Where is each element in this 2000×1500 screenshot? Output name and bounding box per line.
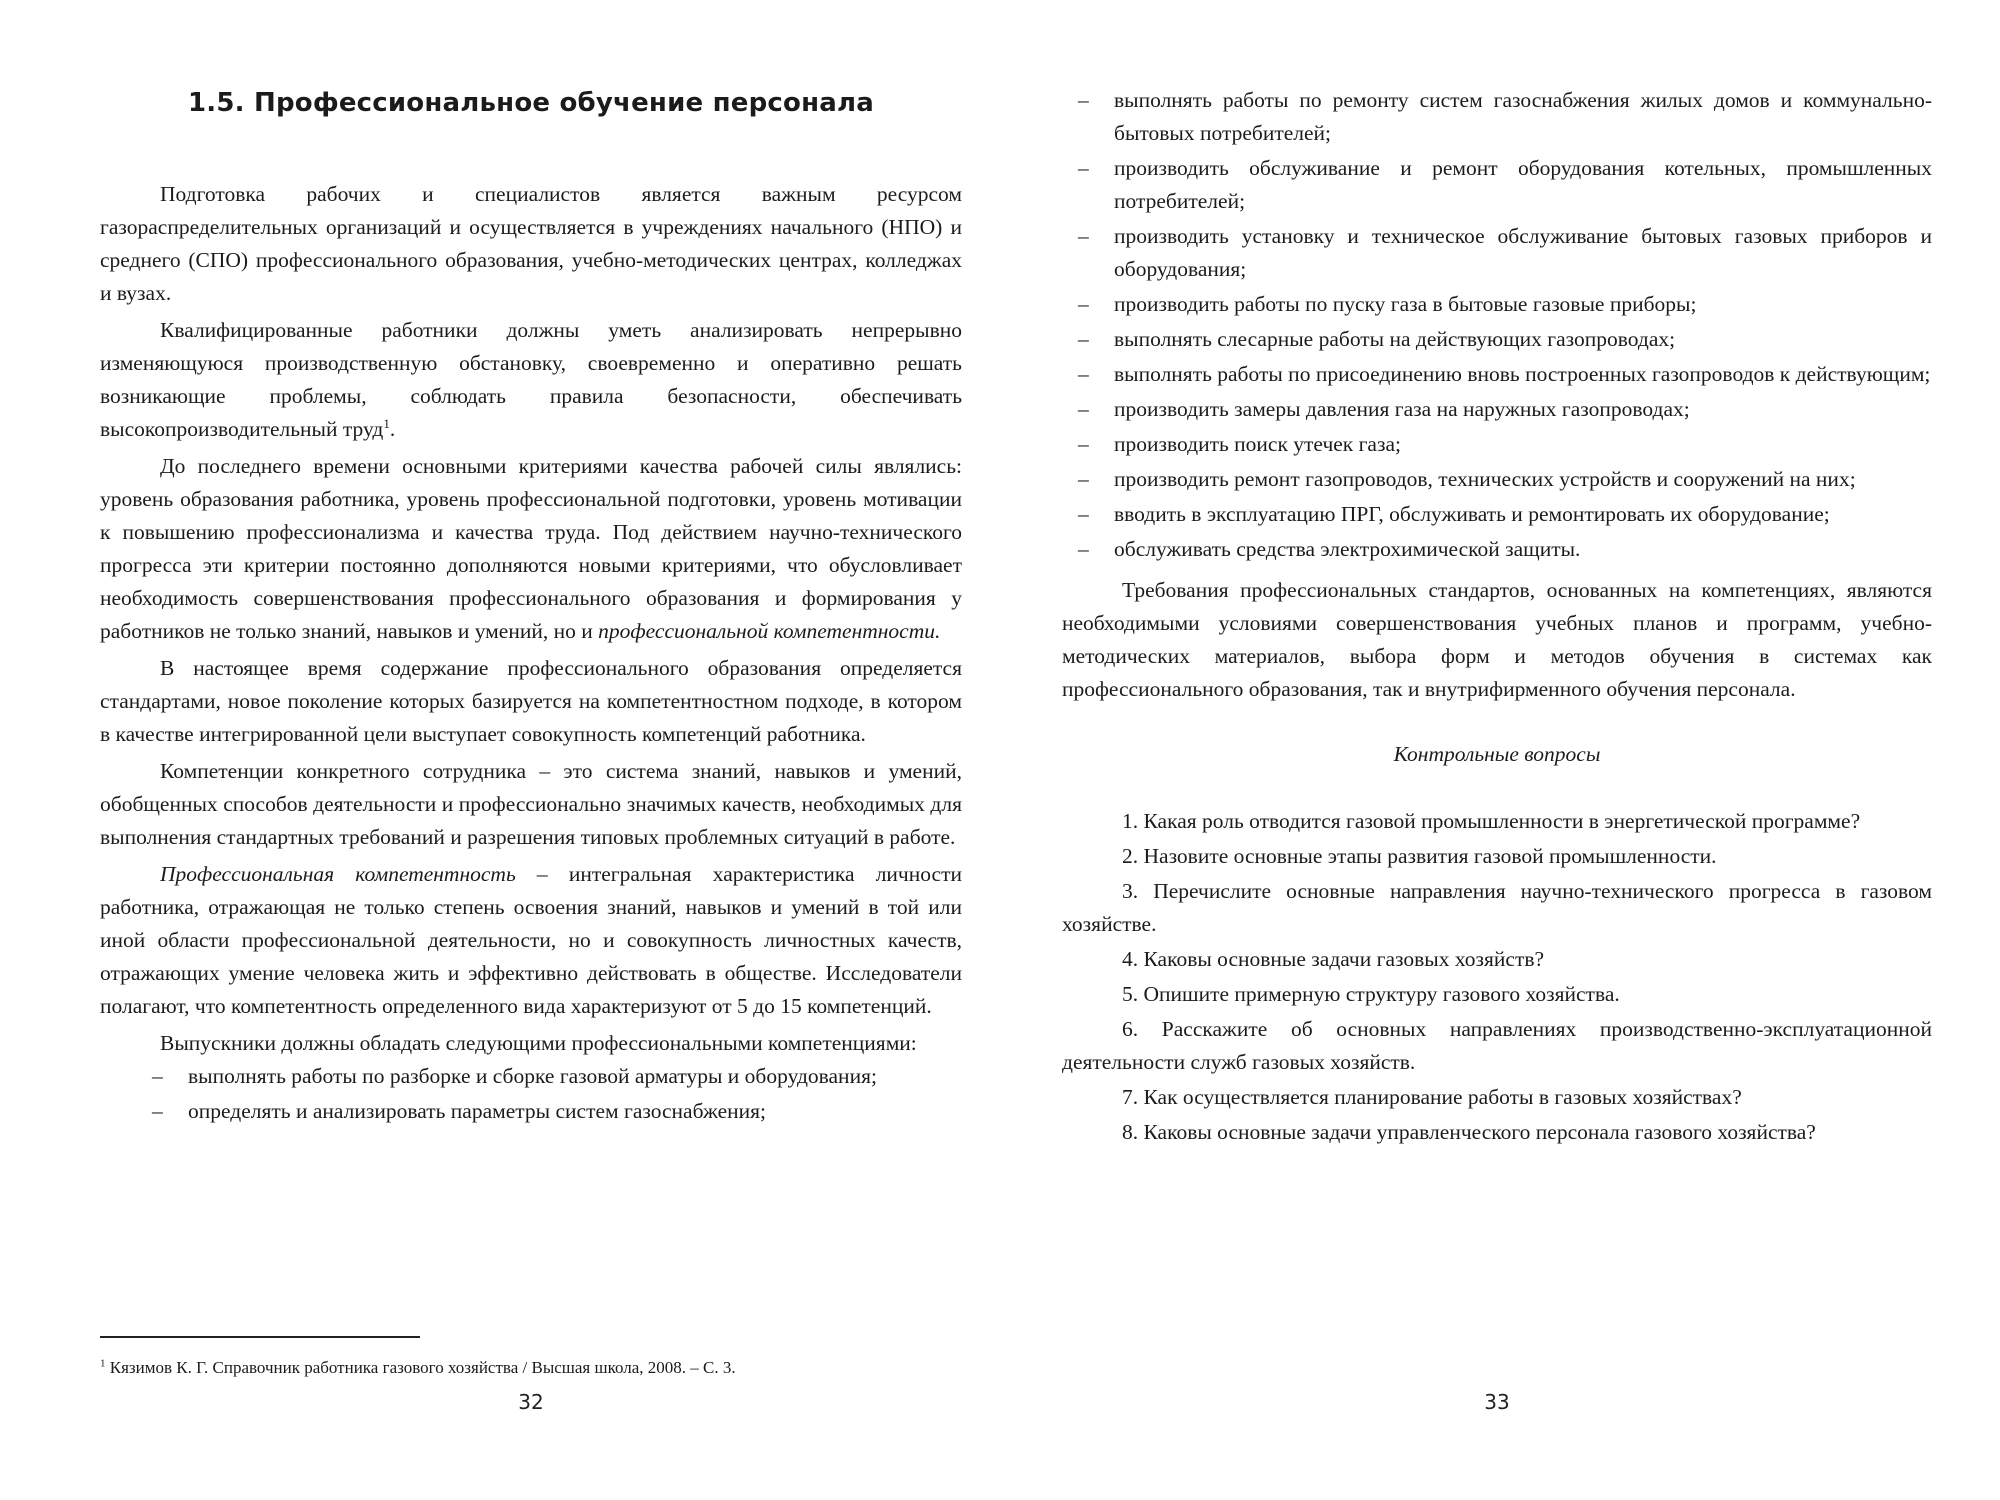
emphasis-text: Профессиональная компетентность xyxy=(160,862,516,886)
right-page xyxy=(1062,0,1932,1500)
left-page xyxy=(100,0,962,1500)
section-heading: 1.5. Профессиональное обучение персонала xyxy=(188,88,874,118)
dash-bullet: – xyxy=(1078,292,1089,316)
list-item: – вводить в эксплуатацию ПРГ, обслуживать и ремонтировать их оборудование; xyxy=(1062,498,1932,531)
paragraph-5: Компетенции конкретного сотрудника – это система знаний, навыков и умений, обобщенных способов деятельности и профессионально значимых качеств, необходимых для выполнения стандартных требований и разрешения типовых проблемных ситуаций в работе. xyxy=(100,759,962,849)
dash-bullet: – xyxy=(152,1099,163,1123)
list-item: – обслуживать средства электрохимической защиты. xyxy=(1062,533,1932,566)
question-item: 2. Назовите основные этапы развития газовой промышленности. xyxy=(1122,844,1717,868)
question-item: 3. Перечислите основные направления научно-технического прогресса в газовом хозяйстве. xyxy=(1062,879,1932,936)
dash-bullet: – xyxy=(1078,432,1089,456)
dash-bullet: – xyxy=(1078,224,1089,248)
paragraph-6: Профессиональная компетентность – интегральная характеристика личности работника, отражающая не только степень освоения знаний, навыков и умений в той или иной области профессиональной деятельности, но и совокупность личностных качеств, отражающих умение человека жить и эффективно действовать в обществе. Исследователи полагают, что компетентность определенного вида характеризуют от 5 до 15 компетенций. xyxy=(100,862,962,1018)
paragraph-3: До последнего времени основными критериями качества рабочей силы являлись: уровень образования работника, уровень профессиональной подготовки, уровень мотивации к повышению профессионализма и качества труда. Под действием научно-технического прогресса эти критерии постоянно дополняются новыми критериями, что обусловливает необходимость совершенствования профессионального образования и формирования у работников не только знаний, навыков и умений, но и профессиональной компетентности. xyxy=(100,454,962,643)
list-item: – выполнять слесарные работы на действующих газопроводах; xyxy=(1062,323,1932,356)
dash-bullet: – xyxy=(1078,537,1089,561)
dash-bullet: – xyxy=(1078,467,1089,491)
list-item: – определять и анализировать параметры систем газоснабжения; xyxy=(100,1095,962,1128)
footnote: $^1$ Кязимов К. Г. Справочник работника газового хозяйства / Высшая школа, 2008. – С. 3. xyxy=(100,1357,736,1377)
list-item: – выполнять работы по присоединению вновь построенных газопроводов к действующим; xyxy=(1062,358,1932,391)
question-item: 4. Каковы основные задачи газовых хозяйств? xyxy=(1122,947,1545,971)
emphasis-text: профессиональной компетентности. xyxy=(598,619,941,643)
list-item: – производить установку и техническое обслуживание бытовых газовых приборов и оборудования; xyxy=(1062,220,1932,286)
list-item: – выполнять работы по разборке и сборке газовой арматуры и оборудования; xyxy=(100,1060,962,1093)
page-number-left: 32 xyxy=(518,1390,544,1414)
paragraph-1: Подготовка рабочих и специалистов является важным ресурсом газораспределительных организаций и осуществляется в учреждениях начального (НПО) и среднего (СПО) профессионального образования, учебно-методических центрах, колледжах и вузах. xyxy=(100,182,962,305)
list-item: – производить ремонт газопроводов, технических устройств и сооружений на них; xyxy=(1062,463,1932,496)
question-item: 7. Как осуществляется планирование работы в газовых хозяйствах? xyxy=(1122,1085,1742,1109)
list-item: – выполнять работы по ремонту систем газоснабжения жилых домов и коммунально-бытовых потребителей; xyxy=(1062,84,1932,150)
question-item: 5. Опишите примерную структуру газового хозяйства. xyxy=(1122,982,1620,1006)
dash-bullet: – xyxy=(1078,502,1089,526)
competency-list-right xyxy=(1062,84,1932,566)
dash-bullet: – xyxy=(1078,397,1089,421)
list-item: – производить поиск утечек газа; xyxy=(1062,428,1932,461)
list-item: – производить работы по пуску газа в бытовые газовые приборы; xyxy=(1062,288,1932,321)
question-item: 6. Расскажите об основных направлениях производственно-эксплуатационной деятельности служб газовых хозяйств. xyxy=(1062,1017,1933,1074)
review-questions xyxy=(1062,805,1932,1149)
list-item: – производить обслуживание и ремонт оборудования котельных, промышленных потребителей; xyxy=(1062,152,1932,218)
left-page-body xyxy=(100,178,962,1128)
standards-paragraph: Требования профессиональных стандартов, основанных на компетенциях, являются необходимыми условиями совершенствования учебных планов и программ, учебно-методических материалов, выбора форм и методов обучения в системах как профессионального образования, так и внутрифирменного обучения персонала. xyxy=(1062,578,1932,701)
paragraph-2: Квалифицированные работники должны уметь анализировать непрерывно изменяющуюся производственную обстановку, своевременно и оперативно решать возникающие проблемы, соблюдать правила безопасности, обеспечивать высокопроизводительный труд$^1$. xyxy=(100,318,962,441)
footnote-mark: 1 xyxy=(100,1357,106,1370)
competency-list-left xyxy=(100,1060,962,1128)
footnote-divider xyxy=(100,1336,420,1338)
footnote-ref: 1 xyxy=(383,415,390,431)
dash-bullet: – xyxy=(152,1064,163,1088)
paragraph-4: В настоящее время содержание профессионального образования определяется стандартами, новое поколение которых базируется на компетентностном подходе, в котором в качестве интегрированной цели выступает совокупность компетенций работника. xyxy=(100,656,962,746)
question-item: 8. Каковы основные задачи управленческого персонала газового хозяйства? xyxy=(1122,1120,1816,1144)
dash-bullet: – xyxy=(1078,327,1089,351)
dash-bullet: – xyxy=(1078,156,1089,180)
dash-bullet: – xyxy=(1078,362,1089,386)
page-number-right: 33 xyxy=(1484,1390,1510,1414)
list-item: – производить замеры давления газа на наружных газопроводах; xyxy=(1062,393,1932,426)
question-item: 1. Какая роль отводится газовой промышленности в энергетической программе? xyxy=(1122,809,1861,833)
dash-bullet: – xyxy=(1078,88,1089,112)
paragraph-7: Выпускники должны обладать следующими профессиональными компетенциями: xyxy=(160,1031,917,1055)
right-page-body xyxy=(1062,84,1932,1149)
questions-heading: Контрольные вопросы xyxy=(1393,742,1601,766)
